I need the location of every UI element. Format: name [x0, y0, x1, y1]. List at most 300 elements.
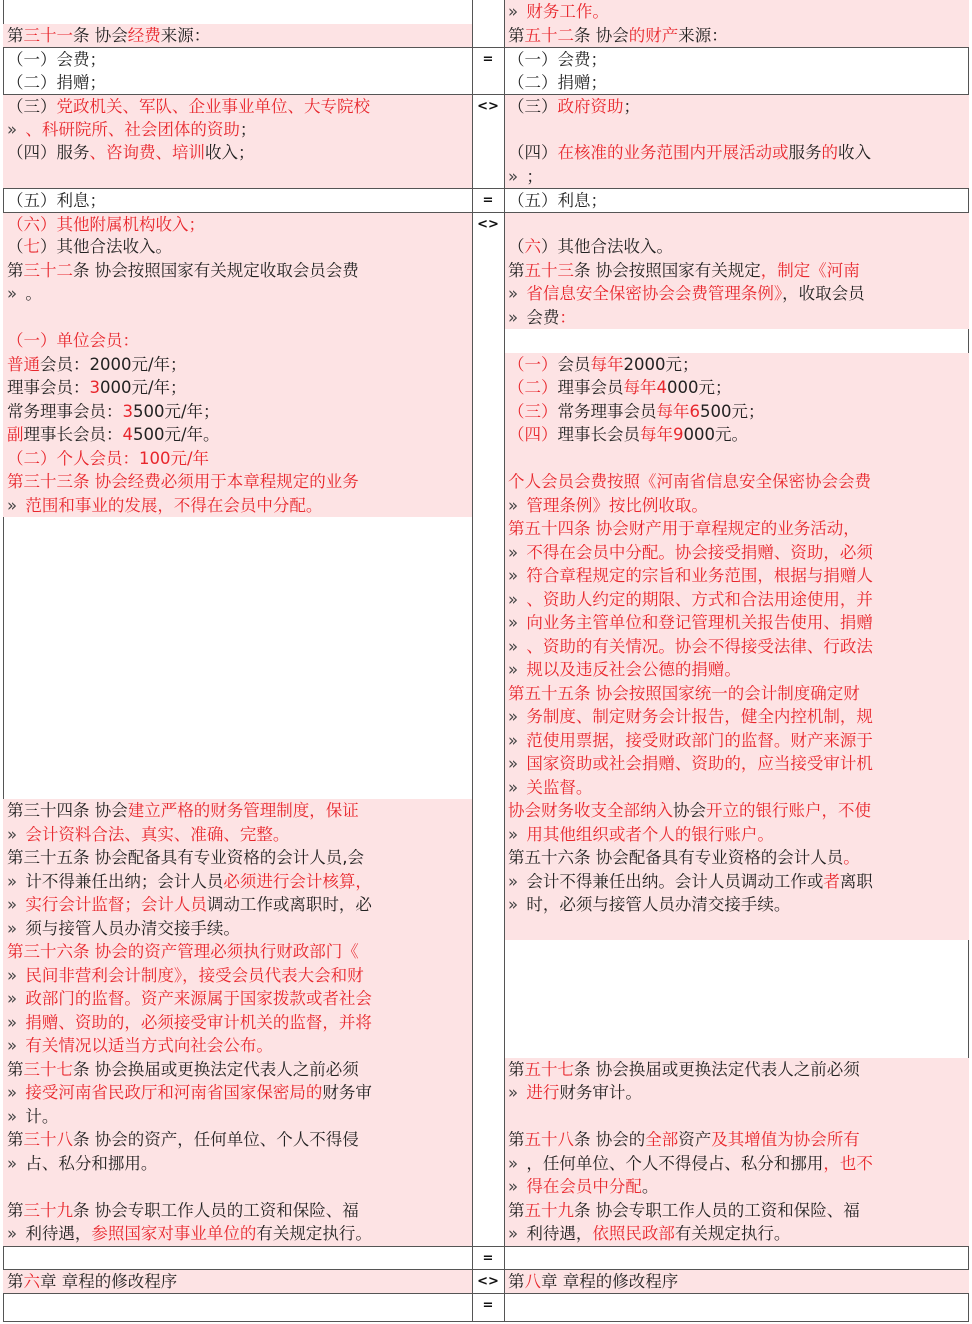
text-segment: 服务: [788, 143, 822, 162]
text-segment: 符合章程规定的宗旨和业务范围，根据与捐赠人: [526, 566, 873, 585]
table-row: [3, 1293, 969, 1318]
text-segment: 500: [133, 401, 165, 421]
text-segment: 会员: [557, 354, 591, 374]
text-segment: 收入: [838, 143, 871, 162]
new-text-cell: [504, 470, 969, 494]
new-text-cell: [504, 306, 969, 330]
diff-marker: [472, 964, 504, 988]
table-row: [3, 329, 969, 353]
table-row: [3, 1081, 969, 1105]
diff-marker: [472, 400, 504, 424]
text-segment: （一）会费；: [508, 50, 607, 69]
old-text-cell: [3, 752, 472, 776]
text-segment: 五十二: [524, 25, 574, 45]
old-text-cell: [3, 564, 472, 588]
diff-marker: [472, 24, 504, 48]
diff-marker: [472, 752, 504, 776]
new-text-cell: [504, 799, 969, 823]
text-segment: 、资助人约定的期限、方式和合法用途使用，并: [526, 589, 873, 609]
text-segment: 三十二: [23, 260, 73, 280]
table-row: [3, 141, 969, 165]
text-segment: 3: [89, 378, 100, 397]
text-segment: 民间非营利会计制度》，接受会员代表大会和财: [25, 965, 364, 985]
continuation-marker: »: [508, 613, 524, 632]
text-segment: 得在会员中分配: [526, 1177, 642, 1196]
text-segment: 党政机关、军队、企业事业单位、大专院校: [56, 97, 370, 116]
new-text-cell: [504, 235, 969, 259]
text-segment: （三）: [508, 97, 558, 116]
table-row: [3, 517, 969, 541]
new-text-cell: [504, 447, 969, 471]
text-segment: 、科研院所、社会团体的资助: [25, 119, 240, 139]
text-segment: 9: [673, 425, 684, 444]
new-text-cell: [504, 0, 969, 24]
table-row: [3, 987, 969, 1011]
text-segment: 每年: [640, 425, 673, 444]
text-segment: （二）个人会员：100元/年: [7, 448, 210, 468]
old-text-cell: [3, 1105, 472, 1129]
diff-marker: =: [482, 193, 494, 208]
new-text-cell: [504, 964, 969, 988]
text-segment: 会计不得兼任出纳。会计人员调动工作或: [526, 871, 824, 891]
continuation-marker: »: [508, 777, 524, 797]
text-segment: 第: [508, 1200, 525, 1220]
text-segment: 八: [524, 1272, 541, 1291]
text-segment: 收入；: [205, 143, 255, 162]
continuation-marker: »: [7, 871, 23, 891]
diff-marker: <>: [477, 1274, 499, 1289]
continuation-marker: »: [7, 965, 23, 985]
old-text-cell: [3, 1270, 472, 1294]
old-text-cell: [3, 48, 472, 72]
old-text-cell: [3, 1058, 472, 1082]
text-segment: 全部: [645, 1130, 679, 1149]
text-segment: 第: [508, 1130, 525, 1149]
old-text-cell: [3, 400, 472, 424]
text-segment: 个人会员会费按照《河南省信息安全保密协会会费: [508, 472, 871, 491]
table-row: [3, 1175, 969, 1199]
text-segment: 每年: [590, 354, 624, 374]
text-segment: 会员：: [40, 354, 90, 374]
table-row: [3, 799, 969, 823]
new-text-cell: [504, 141, 969, 165]
table-row: [3, 729, 969, 753]
diff-marker: =: [482, 52, 494, 67]
text-segment: 理事长会员：: [23, 425, 123, 444]
diff-marker: [472, 987, 504, 1011]
continuation-marker: »: [508, 1177, 524, 1196]
new-text-cell: [504, 423, 969, 447]
old-text-cell: [3, 541, 472, 565]
table-row: [3, 282, 969, 306]
diff-marker: [472, 1175, 504, 1199]
table-row: [3, 1011, 969, 1035]
old-text-cell: [3, 1081, 472, 1105]
new-text-cell: [504, 658, 969, 682]
continuation-marker: »: [508, 636, 524, 656]
new-text-cell: [504, 213, 969, 237]
new-text-cell: [504, 1175, 969, 1199]
table-row: [3, 682, 969, 706]
new-text-cell: [504, 729, 969, 753]
text-segment: 第: [508, 1272, 525, 1291]
new-text-cell: [504, 329, 969, 353]
text-segment: 政部门的监督。资产来源属于国家拨款或者社会: [25, 989, 372, 1008]
text-segment: 第: [508, 25, 525, 45]
text-segment: 进行: [526, 1083, 560, 1102]
text-segment: 须与接管人员办清交接手续。: [25, 918, 240, 938]
text-segment: 。: [641, 1177, 659, 1196]
diff-marker: [472, 729, 504, 753]
text-segment: 五十三: [524, 260, 574, 280]
table-row: [3, 964, 969, 988]
text-segment: 第三十六条 协会的资产管理必须执行财政部门《: [7, 942, 359, 961]
text-segment: 捐赠、资助的，必须接受审计机关的监督，并将: [25, 1012, 372, 1032]
text-segment: 及其增值为协会所有: [711, 1130, 860, 1149]
old-text-cell: [3, 940, 472, 964]
table-row: [3, 823, 969, 847]
text-segment: （四）: [508, 425, 558, 444]
text-segment: 2000: [623, 354, 666, 374]
table-row: [3, 447, 969, 471]
old-text-cell: [3, 682, 472, 706]
text-segment: 依照民政部: [592, 1224, 675, 1243]
old-text-cell: [3, 1222, 472, 1246]
text-segment: 接受河南省民政厅和河南省国家保密局的: [25, 1083, 323, 1102]
new-text-cell: [504, 353, 969, 377]
old-text-cell: [3, 329, 472, 353]
text-segment: 第三十三条 协会经费必须用于本章程规定的业务: [7, 472, 359, 491]
text-segment: 3: [122, 401, 133, 421]
text-segment: 第五十六条 协会配备具有专业资格的会计人员: [508, 848, 844, 867]
continuation-marker: »: [7, 284, 23, 303]
new-text-cell: [504, 95, 969, 119]
new-text-cell: [504, 776, 969, 800]
text-segment: 第: [7, 1272, 24, 1291]
diff-marker: [472, 564, 504, 588]
old-text-cell: [3, 1011, 472, 1035]
continuation-marker: »: [508, 566, 524, 585]
text-segment: 六: [524, 237, 541, 256]
new-text-cell: [504, 517, 969, 541]
text-segment: 条 协会换届或更换法定代表人之前必须: [574, 1059, 860, 1079]
new-text-cell: [504, 635, 969, 659]
text-segment: 的: [821, 143, 838, 162]
text-segment: 参照国家对事业单位的: [91, 1224, 257, 1243]
text-segment: 利待遇，: [526, 1224, 593, 1243]
table-row: [3, 376, 969, 400]
text-segment: 第: [7, 260, 24, 280]
table-row: [3, 893, 969, 917]
text-segment: 财务审: [322, 1083, 372, 1102]
text-segment: 4: [656, 378, 667, 397]
old-text-cell: [3, 823, 472, 847]
old-text-cell: [3, 189, 472, 213]
table-row: [3, 235, 969, 259]
text-segment: 用其他组织或者个人的银行账户。: [526, 824, 774, 844]
text-segment: 有关情况以适当方式向社会公布。: [25, 1036, 273, 1055]
old-text-cell: [3, 846, 472, 870]
text-segment: 元/年；: [164, 401, 220, 421]
old-text-cell: [3, 517, 472, 541]
continuation-marker: »: [508, 307, 524, 327]
text-segment: 第五十五条 协会按照国家统一的会计制度确定财: [508, 683, 860, 703]
text-segment: 6: [689, 401, 700, 421]
text-segment: （四）: [508, 143, 558, 162]
text-segment: ）其他合法收入。: [541, 237, 673, 256]
text-segment: 常务理事会员：: [7, 401, 123, 421]
old-text-cell: [3, 1294, 472, 1318]
new-text-cell: [504, 1081, 969, 1105]
table-row: [3, 705, 969, 729]
text-segment: 计不得兼任出纳；会计人员: [25, 871, 224, 891]
table-row: [3, 0, 969, 24]
old-text-cell: [3, 729, 472, 753]
text-segment: 占、私分和挪用。: [25, 1153, 158, 1173]
table-row: [3, 118, 969, 142]
diff-marker: [472, 705, 504, 729]
table-row: [3, 1058, 969, 1082]
table-row: [3, 940, 969, 964]
diff-marker: [472, 235, 504, 259]
text-segment: 省信息安全保密协会会费管理条例》: [526, 284, 783, 303]
old-text-cell: [3, 1128, 472, 1152]
text-segment: 元/年。: [164, 425, 220, 444]
new-text-cell: [504, 376, 969, 400]
text-segment: 财务工作。: [526, 2, 609, 21]
diff-marker: [472, 776, 504, 800]
table-row: [3, 494, 969, 518]
continuation-marker: »: [508, 589, 524, 609]
text-segment: （三）: [508, 401, 558, 421]
text-segment: 者: [823, 871, 840, 891]
text-segment: 计。: [25, 1106, 59, 1126]
text-segment: 资产: [678, 1130, 712, 1149]
diff-marker: [472, 588, 504, 612]
new-text-cell: [504, 541, 969, 565]
diff-marker: [472, 658, 504, 682]
new-text-cell: [504, 1128, 969, 1152]
diff-marker: [472, 423, 504, 447]
old-text-cell: [3, 1034, 472, 1058]
diff-marker: [472, 282, 504, 306]
new-text-cell: [504, 48, 969, 72]
diff-marker: [472, 635, 504, 659]
continuation-marker: »: [7, 1083, 23, 1102]
old-text-cell: [3, 423, 472, 447]
continuation-marker: »: [508, 895, 524, 914]
new-text-cell: [504, 118, 969, 142]
diff-marker: [472, 1199, 504, 1223]
old-text-cell: [3, 235, 472, 259]
text-segment: 2000: [89, 354, 132, 374]
text-segment: 每年: [656, 401, 690, 421]
text-segment: 条 协会专职工作人员的工资和保险、福: [574, 1200, 860, 1220]
table-row: [3, 47, 969, 72]
new-text-cell: [504, 682, 969, 706]
continuation-marker: »: [7, 895, 23, 914]
text-segment: 规以及违反社会公德的捐赠。: [526, 660, 741, 679]
diff-marker: [472, 494, 504, 518]
text-segment: 000: [667, 378, 699, 397]
text-segment: 元；: [698, 378, 732, 397]
continuation-marker: »: [508, 2, 524, 21]
new-text-cell: [504, 1270, 969, 1294]
continuation-marker: »: [508, 1224, 524, 1243]
text-segment: 000: [100, 378, 132, 397]
table-row: [3, 1152, 969, 1176]
text-segment: （一）单位会员：: [7, 331, 139, 350]
new-text-cell: [504, 282, 969, 306]
text-segment: 章 章程的修改程序: [40, 1272, 178, 1291]
old-text-cell: [3, 987, 472, 1011]
old-text-cell: [3, 611, 472, 635]
table-row: [3, 870, 969, 894]
continuation-marker: »: [508, 754, 524, 773]
diff-marker: [472, 917, 504, 941]
text-segment: 五十七: [524, 1059, 574, 1079]
new-text-cell: [504, 1011, 969, 1035]
diff-marker: [472, 799, 504, 823]
text-segment: 政府资助: [557, 97, 624, 116]
diff-marker: [472, 1011, 504, 1035]
text-segment: （六）其他附属机构收入；: [7, 214, 205, 234]
text-segment: 建立严格的财务管理制度，保证: [127, 801, 359, 820]
continuation-marker: »: [508, 871, 524, 891]
old-text-cell: [3, 71, 472, 95]
diff-marker: [472, 940, 504, 964]
new-text-cell: [504, 71, 969, 95]
table-row: [3, 259, 969, 283]
old-text-cell: [3, 705, 472, 729]
old-text-cell: [3, 95, 472, 119]
old-text-cell: [3, 306, 472, 330]
old-text-cell: [3, 282, 472, 306]
text-segment: 第三十四条 协会: [7, 801, 128, 820]
text-segment: 第: [7, 1130, 24, 1149]
table-row: [3, 94, 969, 119]
new-text-cell: [504, 846, 969, 870]
text-segment: 开立的银行账户，不使: [706, 801, 871, 820]
diff-marker: [472, 870, 504, 894]
text-segment: 五十八: [524, 1130, 574, 1149]
new-text-cell: [504, 1199, 969, 1223]
text-segment: 利待遇，: [25, 1224, 92, 1243]
old-text-cell: [3, 494, 472, 518]
table-row: [3, 635, 969, 659]
text-segment: 条 协会: [73, 25, 128, 45]
continuation-marker: »: [508, 284, 524, 303]
text-segment: 协会: [673, 801, 706, 820]
text-segment: 元；: [665, 354, 699, 374]
continuation-marker: »: [7, 1012, 23, 1032]
new-text-cell: [504, 24, 969, 48]
text-segment: 元/年；: [131, 378, 187, 397]
table-row: [3, 776, 969, 800]
table-row: [3, 658, 969, 682]
text-segment: 国家资助或社会捐赠、资助的，应当接受审计机: [526, 754, 873, 773]
diff-marker: [472, 306, 504, 330]
text-segment: 时，必须与接管人员办清交接手续。: [526, 895, 791, 914]
table-row: [3, 1269, 969, 1294]
diff-marker: [472, 447, 504, 471]
text-segment: 三十八: [23, 1130, 73, 1149]
diff-marker: [472, 353, 504, 377]
diff-marker: [472, 1034, 504, 1058]
text-segment: （五）利息；: [7, 191, 106, 210]
table-row: [3, 423, 969, 447]
continuation-marker: »: [7, 824, 23, 844]
diff-marker: <>: [477, 216, 499, 232]
text-segment: 普通: [7, 354, 40, 374]
text-segment: 财务审计。: [559, 1083, 642, 1102]
text-segment: （二）: [508, 378, 558, 397]
new-text-cell: [504, 987, 969, 1011]
text-segment: ；: [239, 119, 257, 139]
text-segment: 。: [843, 848, 860, 867]
text-segment: （二）捐赠；: [7, 72, 106, 92]
new-text-cell: [504, 917, 969, 941]
text-segment: 三十九: [23, 1200, 73, 1220]
old-text-cell: [3, 870, 472, 894]
table-row: [3, 306, 969, 330]
text-segment: 在核准的业务范围内开展活动或: [557, 143, 789, 162]
diff-marker: =: [482, 1297, 494, 1313]
continuation-marker: »: [508, 1083, 524, 1102]
continuation-marker: »: [7, 119, 23, 139]
text-segment: 第: [508, 260, 525, 280]
old-text-cell: [3, 893, 472, 917]
continuation-marker: »: [508, 1153, 524, 1173]
text-segment: 4: [122, 425, 133, 444]
text-segment: 有关规定执行。: [256, 1224, 372, 1243]
text-segment: ，也不: [823, 1153, 873, 1173]
text-segment: ；: [623, 97, 640, 116]
continuation-marker: »: [508, 542, 524, 562]
table-row: [3, 541, 969, 565]
old-text-cell: [3, 964, 472, 988]
diff-marker: [472, 1152, 504, 1176]
diff-marker: [472, 329, 504, 353]
text-segment: 、资助的有关情况。协会不得接受法律、行政法: [526, 636, 873, 656]
new-text-cell: [504, 1294, 969, 1318]
diff-marker: [472, 1105, 504, 1129]
table-row: [3, 588, 969, 612]
table-row: [3, 165, 969, 189]
old-text-cell: [3, 1247, 472, 1271]
new-text-cell: [504, 611, 969, 635]
table-row: [3, 1034, 969, 1058]
column-divider-right: [504, 0, 505, 1322]
old-text-cell: [3, 141, 472, 165]
continuation-marker: »: [7, 1224, 23, 1243]
text-segment: ，制定《河南: [760, 260, 860, 280]
text-segment: 会费: [526, 307, 560, 327]
old-text-cell: [3, 1175, 472, 1199]
new-text-cell: [504, 588, 969, 612]
text-segment: 常务理事会员: [557, 401, 657, 421]
old-text-cell: [3, 165, 472, 189]
diff-marker: <>: [477, 99, 499, 114]
new-text-cell: [504, 752, 969, 776]
new-text-cell: [504, 564, 969, 588]
old-text-cell: [3, 635, 472, 659]
diff-marker: [472, 0, 504, 24]
new-text-cell: [504, 1247, 969, 1271]
text-segment: 条 协会换届或更换法定代表人之前必须: [73, 1059, 359, 1079]
diff-marker: [472, 259, 504, 283]
old-text-cell: [3, 213, 472, 237]
